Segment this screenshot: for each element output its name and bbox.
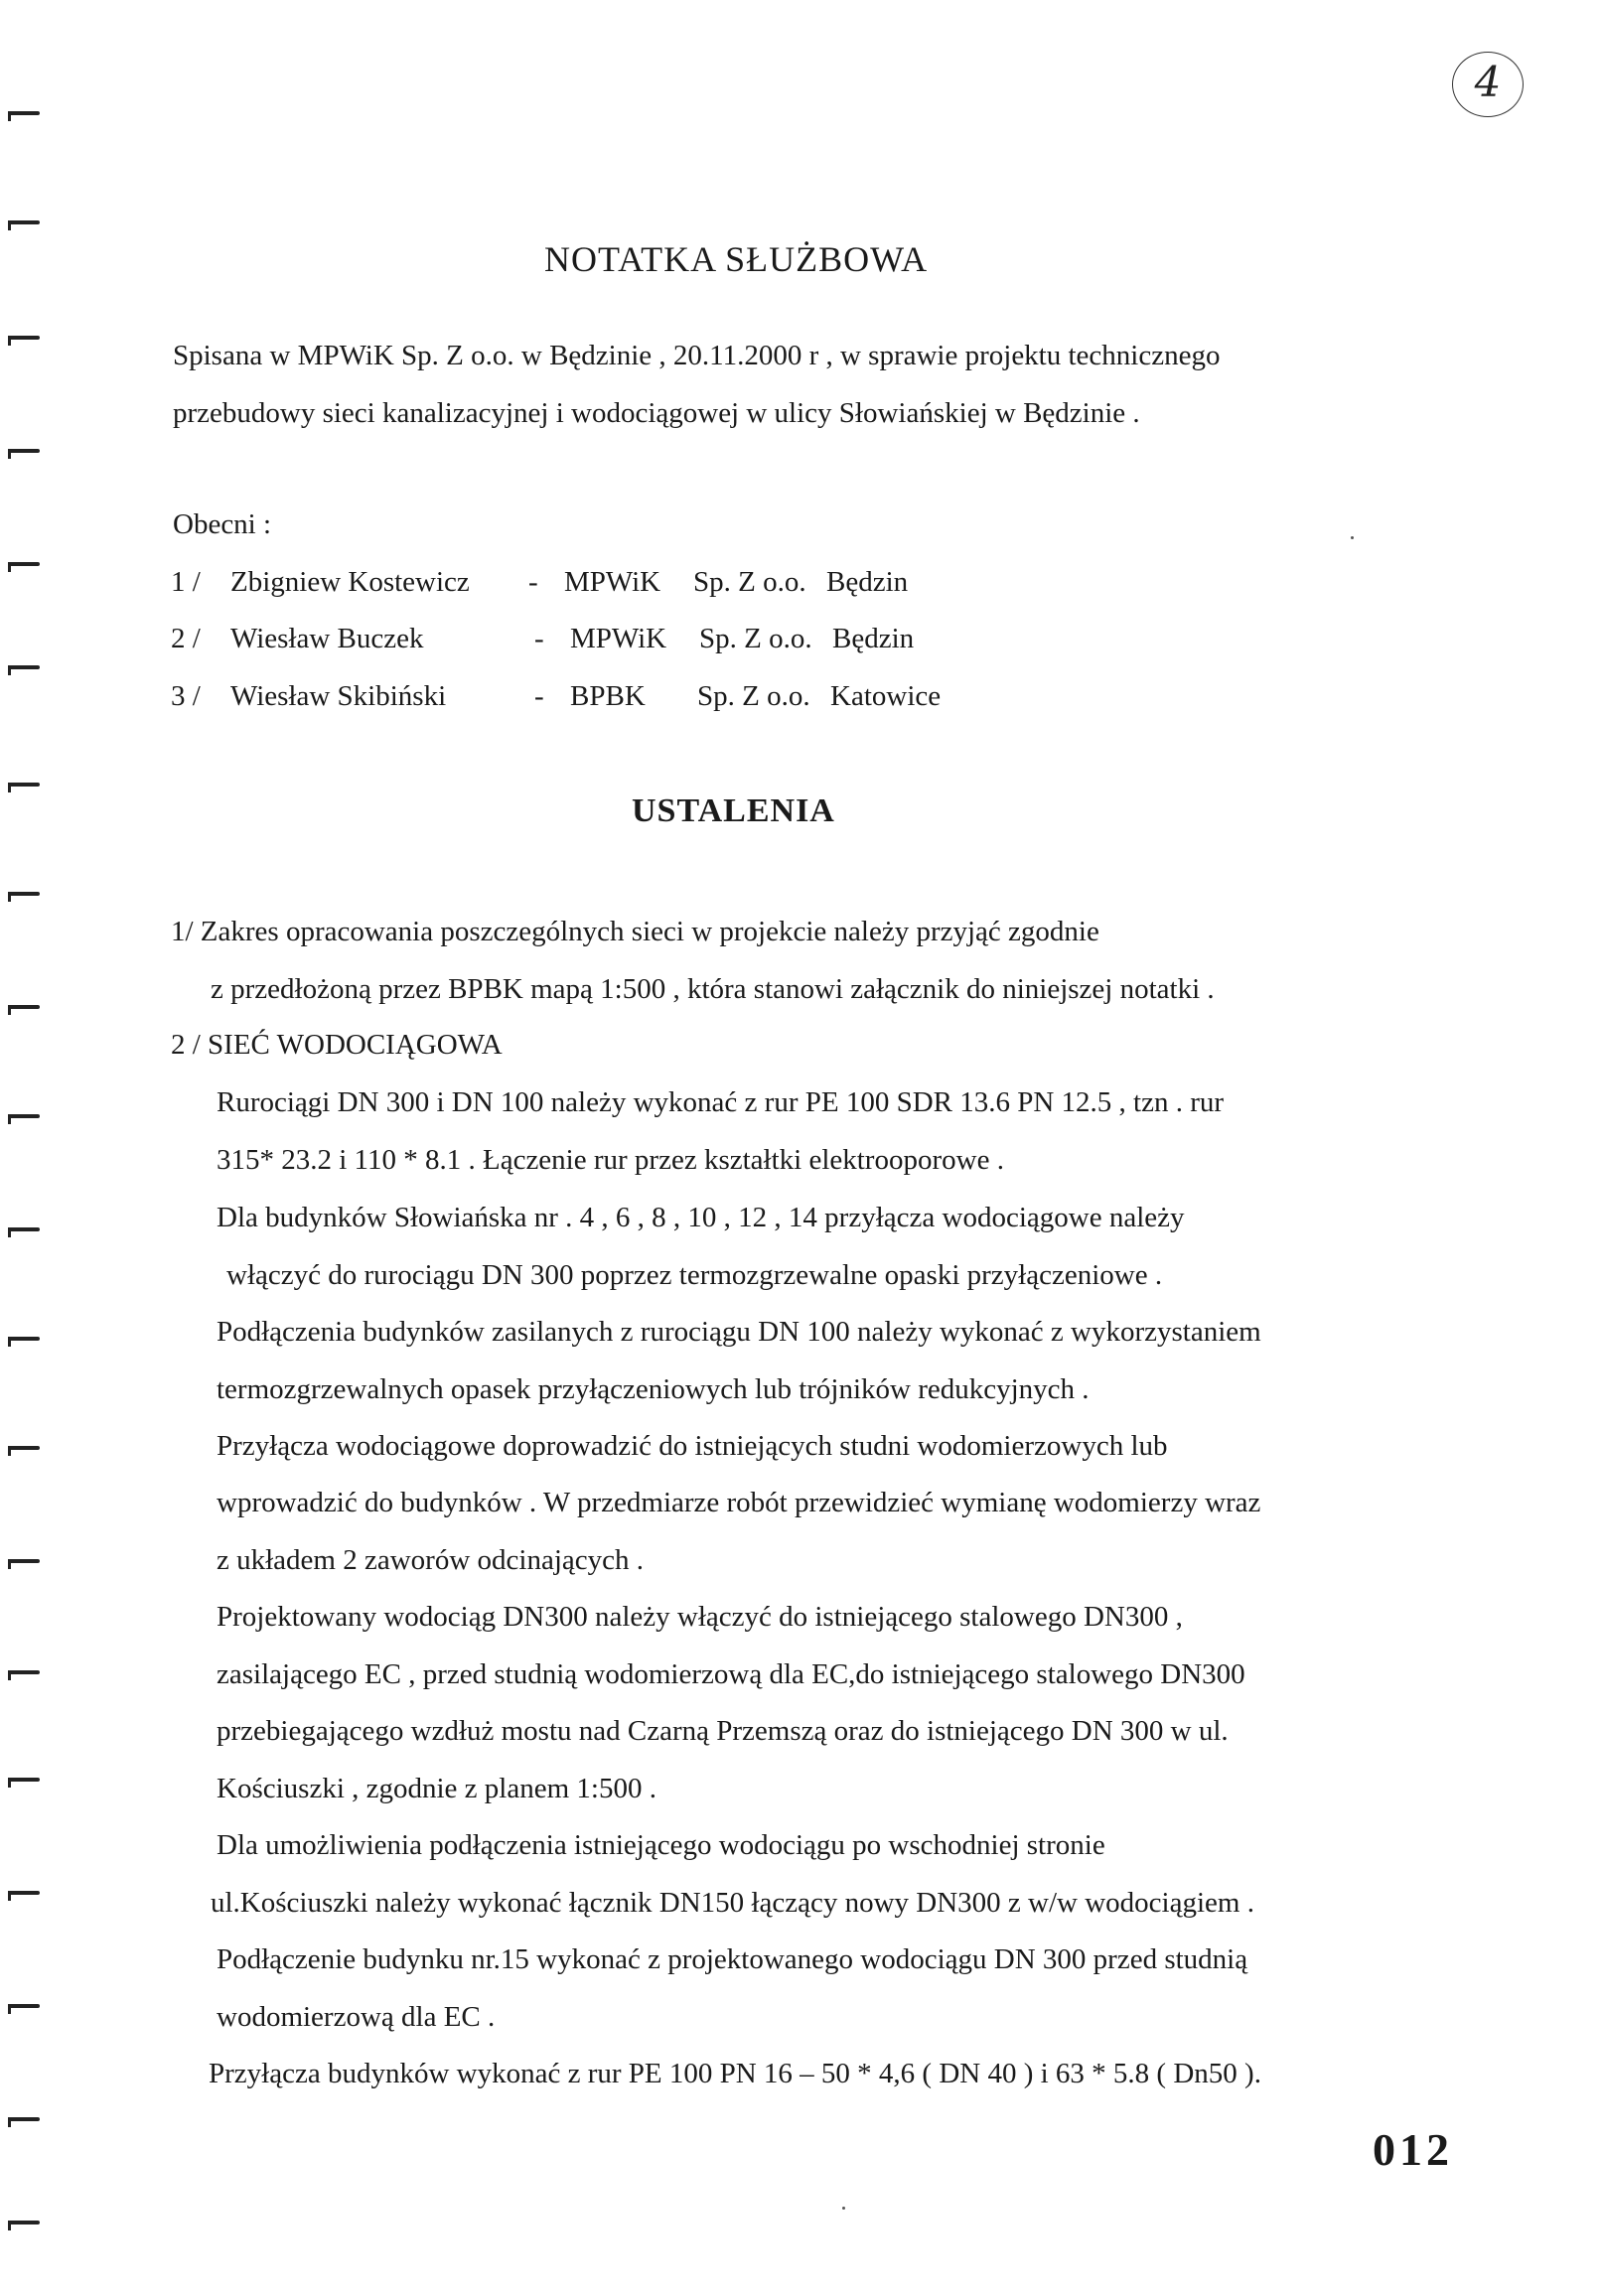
page-title: NOTATKA SŁUŻBOWA <box>544 239 929 279</box>
margin-mark <box>8 1891 40 1895</box>
attendee-city: Katowice <box>830 680 942 712</box>
margin-mark <box>8 2004 40 2008</box>
attendee-name: Wiesław Buczek <box>230 623 424 654</box>
body-line: 1/ Zakres opracowania poszczególnych sieci w projekcie należy przyjąć zgodnie <box>171 916 1099 947</box>
attendee-org: MPWiK <box>570 623 667 654</box>
body-line: Przyłącza budynków wykonać z rur PE 100 PN 16 – 50 * 4,6 ( DN 40 ) i 63 * 5.8 ( Dn50 ). <box>209 2058 1261 2089</box>
margin-mark <box>8 1337 40 1341</box>
attendee-company-form: Sp. Z o.o. <box>699 623 812 654</box>
attendees-label: Obecni : <box>173 508 272 540</box>
body-line: 2 / SIEĆ WODOCIĄGOWA <box>171 1029 503 1061</box>
scan-speck <box>1351 536 1354 539</box>
body-line: Dla budynków Słowiańska nr . 4 , 6 , 8 , 10 , 12 , 14 przyłącza wodociągowe należy <box>217 1202 1185 1233</box>
margin-mark <box>8 220 40 224</box>
body-line: włączyć do rurociągu DN 300 poprzez termozgrzewalne opaski przyłączeniowe . <box>226 1259 1163 1291</box>
margin-mark <box>8 2221 40 2224</box>
attendee-org: MPWiK <box>564 566 661 598</box>
body-line: Projektowany wodociąg DN300 należy włączyć do istniejącego stalowego DN300 , <box>217 1601 1183 1633</box>
body-line: 315* 23.2 i 110 * 8.1 . Łączenie rur przez kształtki elektrooporowe . <box>217 1144 1004 1176</box>
body-line: Przyłącza wodociągowe doprowadzić do istniejących studni wodomierzowych lub <box>217 1430 1168 1462</box>
attendee-city: Będzin <box>826 566 909 598</box>
intro-line: Spisana w MPWiK Sp. Z o.o. w Będzinie , 20.11.2000 r , w sprawie projektu technicznego <box>173 340 1221 371</box>
margin-mark <box>8 336 40 340</box>
attendee-number: 3 / <box>171 680 201 712</box>
margin-mark <box>8 562 40 566</box>
attendee-name: Zbigniew Kostewicz <box>230 566 470 598</box>
margin-mark <box>8 111 40 115</box>
attendee-company-form: Sp. Z o.o. <box>693 566 806 598</box>
attendee-dash: - <box>534 623 544 654</box>
body-line: z układem 2 zaworów odcinających . <box>217 1544 644 1576</box>
margin-mark <box>8 1559 40 1563</box>
body-line: Podłączenia budynków zasilanych z rurociągu DN 100 należy wykonać z wykorzystaniem <box>217 1316 1261 1348</box>
margin-mark <box>8 892 40 896</box>
margin-mark <box>8 1778 40 1782</box>
margin-mark <box>8 1446 40 1450</box>
document-number: 012 <box>1373 2124 1453 2175</box>
body-line: zasilającego EC , przed studnią wodomierzową dla EC,do istniejącego stalowego DN300 <box>217 1658 1245 1690</box>
attendee-number: 1 / <box>171 566 201 598</box>
attendee-name: Wiesław Skibiński <box>230 680 447 712</box>
attendee-dash: - <box>528 566 538 598</box>
attendee-org: BPBK <box>570 680 646 712</box>
attendee-city: Będzin <box>832 623 915 654</box>
body-line: z przedłożoną przez BPBK mapą 1:500 , która stanowi załącznik do niniejszej notatki . <box>211 973 1215 1005</box>
body-line: termozgrzewalnych opasek przyłączeniowych lub trójników redukcyjnych . <box>217 1373 1090 1405</box>
body-line: wprowadzić do budynków . W przedmiarze robót przewidzieć wymianę wodomierzy wraz <box>217 1487 1261 1518</box>
body-line: Rurociągi DN 300 i DN 100 należy wykonać z rur PE 100 SDR 13.6 PN 12.5 , tzn . rur <box>217 1086 1225 1118</box>
handwritten-page-marker: 4 <box>1452 52 1524 117</box>
margin-mark <box>8 2117 40 2121</box>
body-line: przebiegającego wzdłuż mostu nad Czarną Przemszą oraz do istniejącego DN 300 w ul. <box>217 1715 1229 1747</box>
margin-mark <box>8 1005 40 1009</box>
scan-speck <box>842 2207 845 2210</box>
body-line: Podłączenie budynku nr.15 wykonać z projektowanego wodociągu DN 300 przed studnią <box>217 1943 1248 1975</box>
attendee-dash: - <box>534 680 544 712</box>
body-line: wodomierzową dla EC . <box>217 2001 496 2033</box>
body-line: Dla umożliwienia podłączenia istniejącego wodociągu po wschodniej stronie <box>217 1829 1105 1861</box>
margin-mark <box>8 783 40 787</box>
margin-mark <box>8 1114 40 1118</box>
margin-mark <box>8 1670 40 1674</box>
margin-mark <box>8 1227 40 1231</box>
margin-mark <box>8 665 40 669</box>
body-line: ul.Kościuszki należy wykonać łącznik DN150 łączący nowy DN300 z w/w wodociągiem . <box>211 1887 1254 1919</box>
intro-line: przebudowy sieci kanalizacyjnej i wodociągowej w ulicy Słowiańskiej w Będzinie . <box>173 397 1140 429</box>
attendee-number: 2 / <box>171 623 201 654</box>
margin-mark <box>8 449 40 453</box>
section-heading: USTALENIA <box>632 792 835 829</box>
body-line: Kościuszki , zgodnie z planem 1:500 . <box>217 1773 656 1804</box>
attendee-company-form: Sp. Z o.o. <box>697 680 810 712</box>
